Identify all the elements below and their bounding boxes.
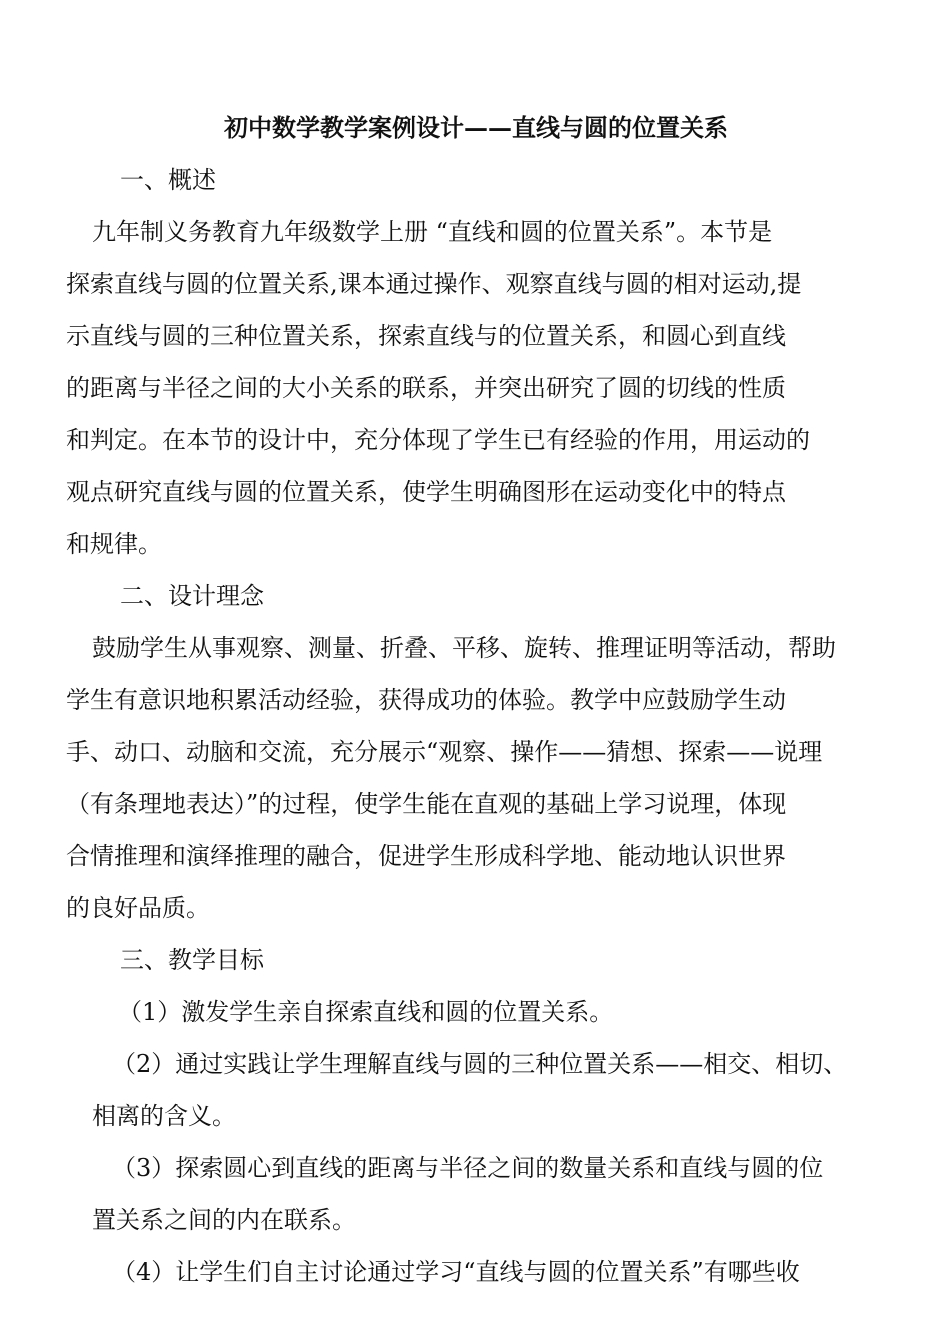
paragraph-line: 鼓励学生从事观察、测量、折叠、平移、旋转、推理证明等活动，帮助: [92, 634, 836, 662]
paragraph-line: 九年制义务教育九年级数学上册 “直线和圆的位置关系”。本节是: [92, 218, 773, 246]
section-heading-design-concept: 二、设计理念: [120, 582, 264, 610]
paragraph-line: 合情推理和演绎推理的融合，促进学生形成科学地、能动地认识世界: [66, 842, 786, 870]
section-heading-teaching-goals: 三、教学目标: [120, 946, 264, 974]
goal-line: （1）激发学生亲自探索直线和圆的位置关系。: [118, 998, 614, 1026]
goal-item-3: [92, 1142, 860, 1246]
section-paragraph-overview: [66, 206, 860, 570]
goal-line: （3）探索圆心到直线的距离与半径之间的数量关系和直线与圆的位: [112, 1154, 824, 1182]
paragraph-line: 的距离与半径之间的大小关系的联系，并突出研究了圆的切线的性质: [66, 374, 786, 402]
paragraph-line: 的良好品质。: [66, 894, 210, 922]
document-body: [66, 108, 860, 1298]
goal-line: 置关系之间的内在联系。: [92, 1206, 356, 1234]
paragraph-line: 观点研究直线与圆的位置关系，使学生明确图形在运动变化中的特点: [66, 478, 786, 506]
paragraph-line: 和规律。: [66, 530, 162, 558]
paragraph-line: 手、动口、动脑和交流，充分展示“观察、操作——猜想、探索——说理: [66, 738, 823, 766]
document-title: 初中数学教学案例设计——直线与圆的位置关系: [224, 113, 728, 142]
goal-line: （2）通过实践让学生理解直线与圆的三种位置关系——相交、相切、: [112, 1050, 848, 1078]
goal-item-2: [92, 1038, 860, 1142]
goal-line: （4）让学生们自主讨论通过学习“直线与圆的位置关系”有哪些收: [112, 1258, 800, 1286]
paragraph-line: （有条理地表达）”的过程，使学生能在直观的基础上学习说理，体现: [66, 790, 787, 818]
paragraph-line: 示直线与圆的三种位置关系，探索直线与的位置关系，和圆心到直线: [66, 322, 786, 350]
goal-item-4: [92, 1246, 860, 1298]
section-paragraph-design-concept: [66, 622, 860, 934]
section-heading-overview: 一、概述: [120, 166, 216, 194]
goal-line: 相离的含义。: [92, 1102, 236, 1130]
paragraph-line: 学生有意识地积累活动经验，获得成功的体验。教学中应鼓励学生动: [66, 686, 786, 714]
paragraph-line: 和判定。在本节的设计中，充分体现了学生已有经验的作用，用运动的: [66, 426, 810, 454]
goal-item-1: [92, 986, 860, 1038]
paragraph-line: 探索直线与圆的位置关系,课本通过操作、观察直线与圆的相对运动,提: [66, 270, 802, 298]
